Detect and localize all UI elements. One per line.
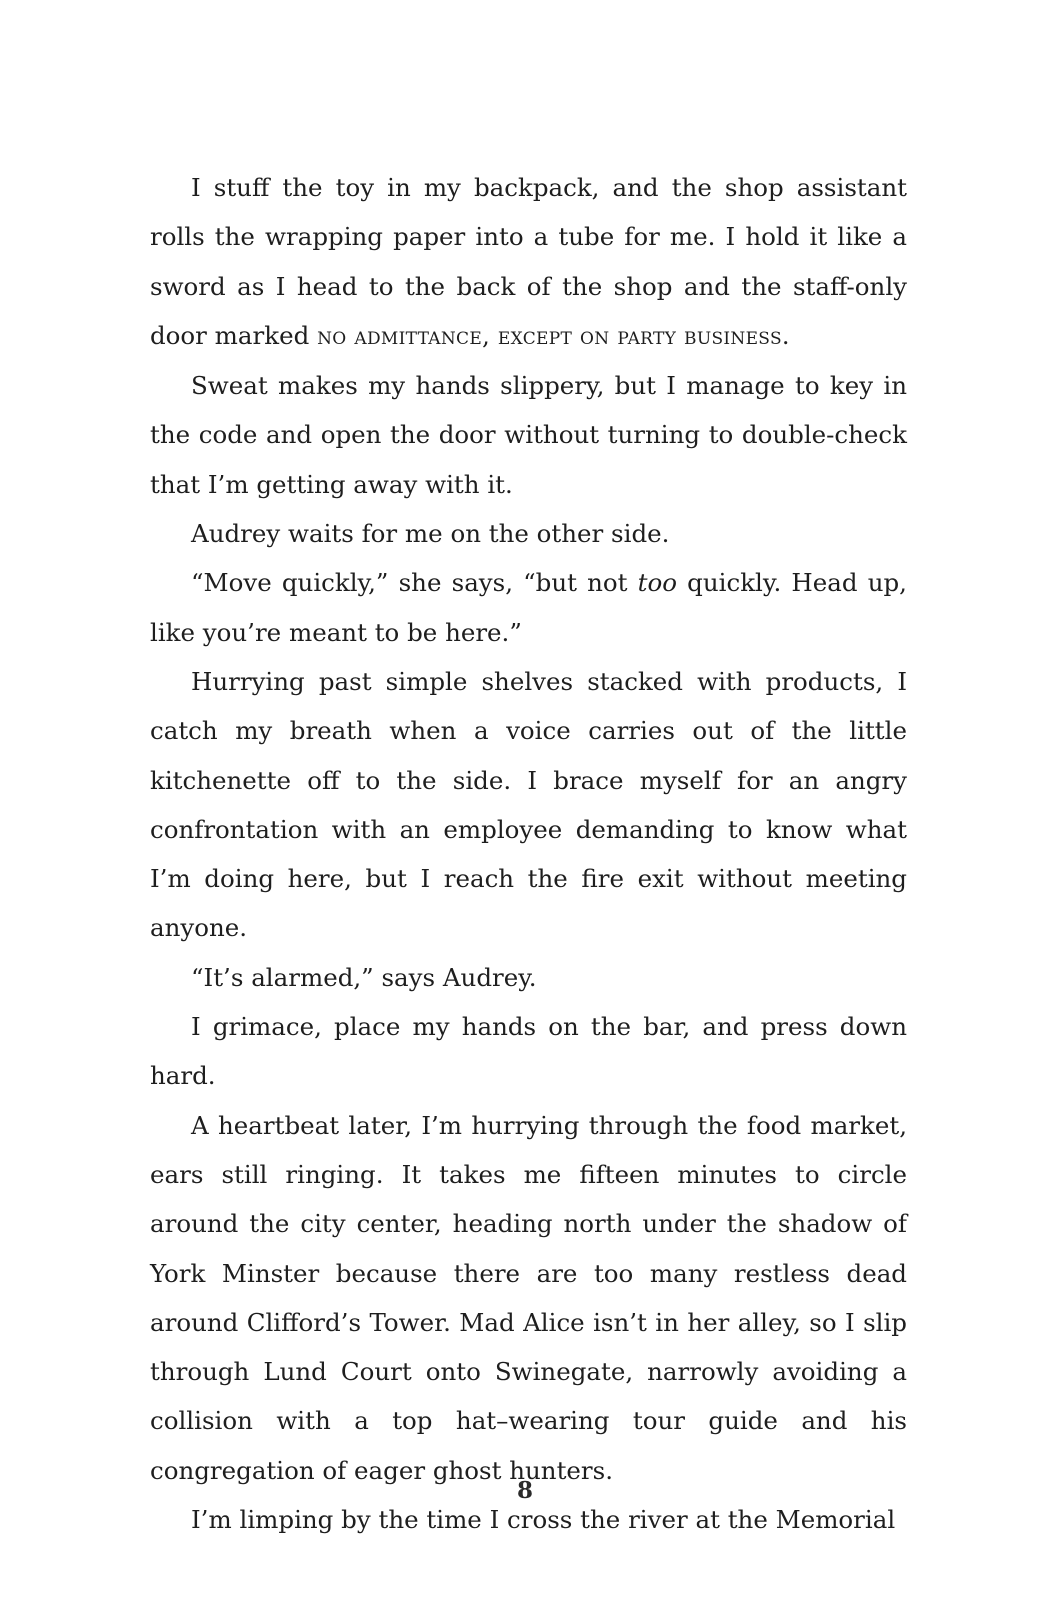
paragraph-4 [150,558,907,657]
paragraph-1-text: I stuff the toy in my backpack, and the shop assistant rolls the wrapping paper into a tube for me. I hold it like a sword as I head to the back of the shop and the staff-only door marked [150,173,907,350]
paragraph-4-before: “Move quickly,” she says, “but not [191,568,638,598]
paragraph-5: Hurrying past simple shelves stacked with products, I catch my breath when a voice carries out of the little kitchenette off to the side. I brace myself for an angry confrontation with an employee demanding to know what I’m doing here, but I reach the fire exit without meeting anyone. [150,666,907,943]
notice-smallcaps: no admittance, except on party business. [317,321,790,350]
paragraph-3: Audrey waits for me on the other side. [191,519,670,549]
paragraph-4-italic: too [637,568,678,598]
page-number: 8 [516,1477,533,1504]
paragraph-1 [150,163,907,361]
body-text [150,163,907,1544]
paragraph-4-after: quickly. Head up, like you’re meant to be here.” [150,568,907,647]
paragraph-2: Sweat makes my hands slippery, but I manage to key in the code and open the door without turning to double-check that I’m getting away with it. [150,371,907,499]
paragraph-9: I’m limping by the time I cross the river at the Memorial [191,1505,896,1535]
paragraph-6: “It’s alarmed,” says Audrey. [191,962,537,992]
paragraph-7: I grimace, place my hands on the bar, and press down hard. [150,1012,907,1091]
paragraph-8: A heartbeat later, I’m hurrying through the food market, ears still ringing. It takes me fifteen minutes to circle around the city center, heading north under the shadow of York Minster because there are too many restless dead around Clifford’s Tower. Mad Alice isn’t in her alley, so I slip through Lund Court onto Swinegate, narrowly avoiding a collision with a top hat–wearing tour guide and his congregation of eager ghost hunters. [150,1110,907,1485]
